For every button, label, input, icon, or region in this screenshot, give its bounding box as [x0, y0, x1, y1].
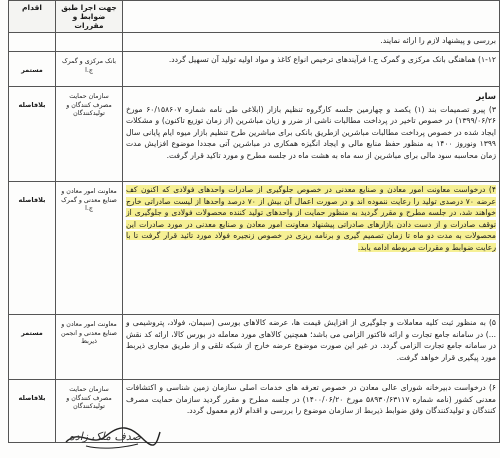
header-action: اقدام [9, 1, 56, 33]
item-text [123, 315, 500, 380]
item-paragraph: ۶) درخواست دبیرخانه شورای عالی معادن در خصوص تعرفه های خدمات اصلی سازمان زمین شناسی و اکتشافات معدنی کشور (نامه شماره ۵۸۹۳۰/۶۳۱۱۷ مورخ ۱۴۰۰/۰۶/۲۰) در جلسه مطرح و مقرر گردید سازمان حمایت مصرف کنندگان و تولیدکنندگان وفق ضوابط ذیربط از سازمان موضوع را بررسی و اقدام لازم معمول گردد. [126, 383, 496, 416]
item-responsible: معاونت امور معادن و صنایع معدنی و انجمن ذیربط [56, 315, 123, 380]
top-action [9, 33, 56, 52]
item-action: مستمر [9, 52, 56, 87]
item-action: بلافاصله [9, 87, 56, 182]
item-paragraph: ۵) به منظور ثبت کلیه معاملات و جلوگیری از افزایش قیمت ها، عرضه کالاهای بورسی (سیمان، فولاد، پتروشیمی و ...) در سامانه جامع تجارت و ارائه فاکتور الزامی می باشد؛ همچنین کالاهای مورد معامله در بورس کالا، ارائه کد نقش در سامانه جامع تجارت الزامی گردد. در غیر این صورت موضوع عرضه خارج از شبکه تلقی و از طریق مجاری ذیربط مورد پیگیری قرار خواهد گرفت. [126, 318, 496, 362]
top-text [123, 33, 500, 52]
item-paragraph [126, 184, 496, 254]
item-text [123, 380, 500, 443]
signature-name: صدف ملک زاده [69, 430, 141, 443]
row-item-4 [9, 182, 500, 315]
row-item-3 [9, 87, 500, 182]
minutes-table [8, 0, 500, 443]
item-action: مستمر [9, 315, 56, 380]
item-text [123, 182, 500, 315]
top-paragraph: بررسی و پیشنهاد لازم را ارائه نمایند. [380, 36, 496, 45]
item-paragraph: ۱-۱۲) هماهنگی بانک مرکزی و گمرک ج.ا فرآیندهای ترخیص انواع کاغذ و مواد اولیه تولید آن تسهیل گردد. [168, 55, 496, 64]
section-title: سایر [476, 91, 496, 101]
row-item-1-12 [9, 52, 500, 87]
item-responsible: بانک مرکزی و گمرک ج.ا [56, 52, 123, 87]
item-text [123, 52, 500, 87]
top-responsible [56, 33, 123, 52]
item-paragraph: ۳) پیرو تصمیمات بند (۱) یکصد و چهارمین جلسه کارگروه تنظیم بازار (ابلاغی طی نامه شماره ۶۰/۱۵۸۶۰۷ مورخ ۱۳۹۹/۰۶/۲۶) در خصوص تاخیر در پرداخت مطالبات ناشی از ضرر و زیان مباشرین (از زمان توزیع تاکنون) و مشکلات ایجاد شده در خصوص پرداخت مطالبات مباشرین ازطریق بانکی برای مباشرین طرح تنظیم بازار میوه ایام پایانی سال ۱۳۹۹ ونوروز ۱۴۰۰ به منظور حفظ منابع مالی و ایجاد انگیزه همکاری در مباشرین آتی مجددا موضوع افزایش مدت زمان محاسبه سود مالی برای مباشرین از سه ماه به هشت ماه در جلسه مطرح و مورد تاکید قرار گرفت. [126, 104, 496, 160]
item-responsible: معاونت امور معادن و صنایع معدنی و گمرک ج.ا [56, 182, 123, 315]
item-action: بلافاصله [9, 182, 56, 315]
row-item-5 [9, 315, 500, 380]
item-responsible: سازمان حمایت مصرف کنندگان و تولیدکنندگان [56, 87, 123, 182]
header-blank [123, 1, 500, 33]
highlighted-text: ۴) درخواست معاونت امور معادن و صنایع معدنی در خصوص جلوگیری از صادرات واحدهای فولادی که اکنون کف عرضه ۷۰ درصدی تولید را رعایت ننموده اند و در صورت اعمال آن بیش از ۷۰ درصد واحدها از لیست صادراتی خارج خواهند شد، در جلسه مطرح و مقرر گردید به منظور حمایت از واحدهای تولید کننده محصولات فولادی و جلوگیری از توقف صادرات و از دست دادن بازارهای صادراتی پیشنهاد معاونت امور معادن و صنایع معدنی در مورد صادرات این محصولات به مدت دو ماه تا زمان تصمیم گیری و برنامه ریزی در خصوص زنجیره فولاد مورد تائید قرار گرفت تا با رعایت ضوابط و مقررات مربوطه ادامه یابد. [126, 185, 497, 252]
item-text [123, 87, 500, 182]
row-top [9, 33, 500, 52]
item-responsible: سازمان حمایت مصرف کنندگان و تولیدکنندگان [56, 380, 123, 443]
table-header-row [9, 1, 500, 33]
item-action: بلافاصله [9, 380, 56, 443]
header-responsible: جهت اجرا طبق ضوابط و مقررات [56, 1, 123, 33]
